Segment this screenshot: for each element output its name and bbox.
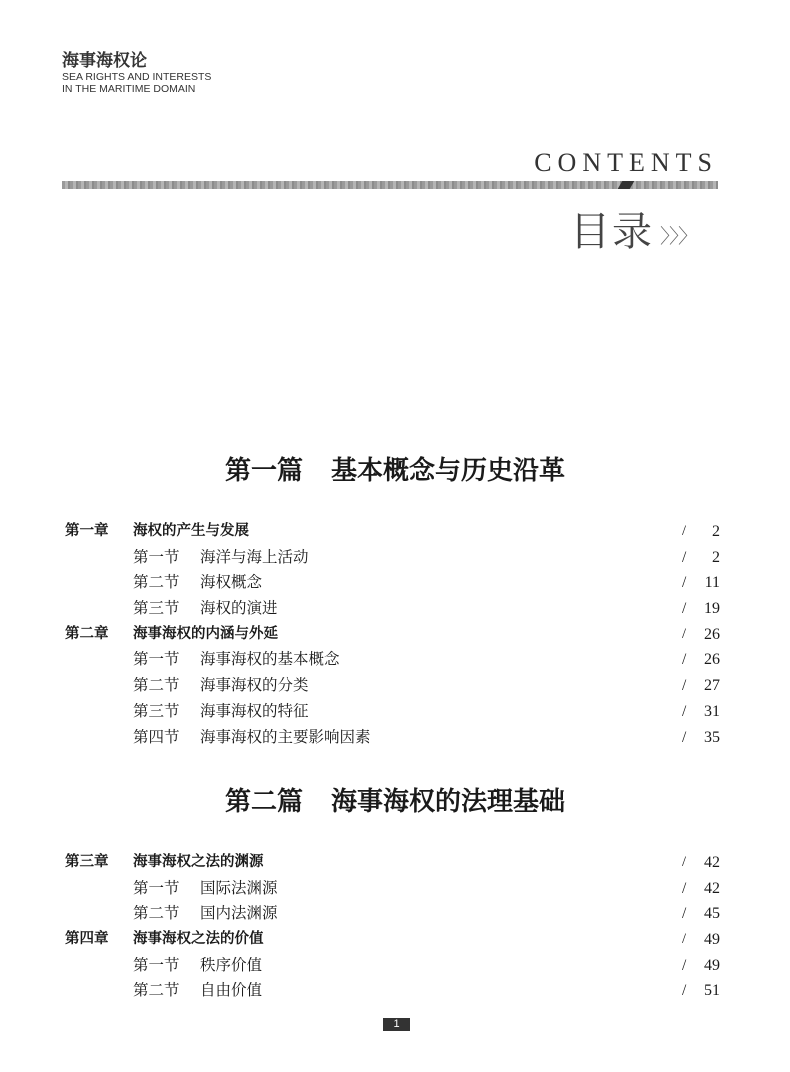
entry-label: 第二节 <box>133 981 180 1000</box>
toc-section-entry[interactable] <box>0 545 790 571</box>
toc-chapter-entry[interactable] <box>0 927 790 953</box>
entry-page: 27 <box>704 677 720 695</box>
subtitle-line: IN THE MARITIME DOMAIN <box>62 83 196 95</box>
entry-page: 26 <box>704 625 720 643</box>
entry-label: 第二章 <box>65 625 109 642</box>
page-separator: / <box>682 677 687 695</box>
entry-title: 海事海权之法的渊源 <box>133 854 264 870</box>
book-title: 海事海权论 <box>62 51 147 71</box>
contents-heading-english: CONTENTS <box>534 148 718 177</box>
entry-page: 26 <box>704 651 720 669</box>
entry-title: 海事海权的基本概念 <box>200 650 340 669</box>
entry-label: 第一节 <box>133 650 180 669</box>
entry-label: 第二节 <box>133 676 180 695</box>
entry-page: 2 <box>712 548 720 566</box>
toc-list <box>0 519 790 750</box>
entry-title: 海事海权的内涵与外延 <box>133 625 278 642</box>
entry-title: 海事海权的特征 <box>200 701 309 720</box>
page-separator: / <box>682 523 687 539</box>
page-number: 1 <box>383 1018 410 1031</box>
entry-title: 海事海权的主要影响因素 <box>200 727 371 746</box>
entry-page: 51 <box>704 982 720 1000</box>
contents-heading-chinese: 目录 <box>570 209 654 255</box>
entry-page: 11 <box>704 574 720 592</box>
page-separator: / <box>682 728 687 746</box>
entry-label: 第三节 <box>133 599 180 618</box>
entry-title: 海洋与海上活动 <box>200 547 309 566</box>
entry-title: 海权概念 <box>200 573 263 592</box>
entry-title: 海权的产生与发展 <box>133 523 249 539</box>
entry-page: 42 <box>704 879 720 897</box>
page-separator: / <box>682 956 687 974</box>
page-separator: / <box>682 879 687 897</box>
page-separator: / <box>682 905 687 923</box>
part-name: 基本概念与历史沿革 <box>331 456 566 486</box>
entry-label: 第三章 <box>65 854 109 870</box>
toc-list <box>0 850 790 1004</box>
entry-title: 国内法渊源 <box>200 904 278 923</box>
toc-section-entry[interactable] <box>0 901 790 927</box>
book-subtitle <box>62 71 211 95</box>
entry-label: 第一节 <box>133 878 180 897</box>
toc-chapter-entry[interactable] <box>0 519 790 545</box>
part-title <box>0 450 790 487</box>
toc-section-entry[interactable] <box>0 570 790 596</box>
entry-page: 31 <box>704 702 720 720</box>
part-title <box>0 781 790 818</box>
entry-page: 49 <box>704 931 720 949</box>
page-separator: / <box>682 600 687 618</box>
toc-section-entry[interactable] <box>0 596 790 622</box>
part-label: 第二篇 <box>224 787 303 817</box>
entry-label: 第二节 <box>133 904 180 923</box>
entry-title: 自由价值 <box>200 981 263 1000</box>
entry-label: 第二节 <box>133 573 180 592</box>
entry-page: 19 <box>704 600 720 618</box>
toc-section-entry[interactable] <box>0 978 790 1004</box>
subtitle-line: SEA RIGHTS AND INTERESTS <box>62 71 212 83</box>
part-label: 第一篇 <box>224 456 303 486</box>
entry-title: 海权的演进 <box>200 599 278 618</box>
entry-label: 第一节 <box>133 547 180 566</box>
toc-section-entry[interactable] <box>0 699 790 725</box>
entry-label: 第三节 <box>133 701 180 720</box>
entry-title: 海事海权的分类 <box>200 676 309 695</box>
entry-page: 49 <box>704 956 720 974</box>
entry-page: 42 <box>704 854 720 871</box>
page-separator: / <box>682 651 687 669</box>
toc-chapter-entry[interactable] <box>0 622 790 648</box>
entry-label: 第一节 <box>133 955 180 974</box>
page-separator: / <box>682 982 687 1000</box>
page-separator: / <box>682 548 687 566</box>
page-separator: / <box>682 574 687 592</box>
entry-label: 第四章 <box>65 931 109 948</box>
entry-title: 秩序价值 <box>200 955 263 974</box>
chevron-right-icon: 〉〉〉 <box>660 224 697 248</box>
entry-page: 2 <box>712 523 720 540</box>
toc-chapter-entry[interactable] <box>0 850 790 876</box>
entry-label: 第四节 <box>133 727 180 746</box>
toc-section-entry[interactable] <box>0 647 790 673</box>
page-separator: / <box>682 702 687 720</box>
entry-title: 海事海权之法的价值 <box>133 931 264 948</box>
toc-section-entry[interactable] <box>0 725 790 751</box>
entry-page: 35 <box>704 728 720 746</box>
entry-page: 45 <box>704 905 720 923</box>
toc-section-entry[interactable] <box>0 953 790 979</box>
page-separator: / <box>682 931 687 948</box>
toc-section-entry[interactable] <box>0 876 790 902</box>
toc-section-entry[interactable] <box>0 673 790 699</box>
part-name: 海事海权的法理基础 <box>331 787 566 817</box>
page-separator: / <box>682 625 687 642</box>
entry-label: 第一章 <box>65 523 109 539</box>
entry-title: 国际法渊源 <box>200 878 278 897</box>
page-separator: / <box>682 854 687 870</box>
